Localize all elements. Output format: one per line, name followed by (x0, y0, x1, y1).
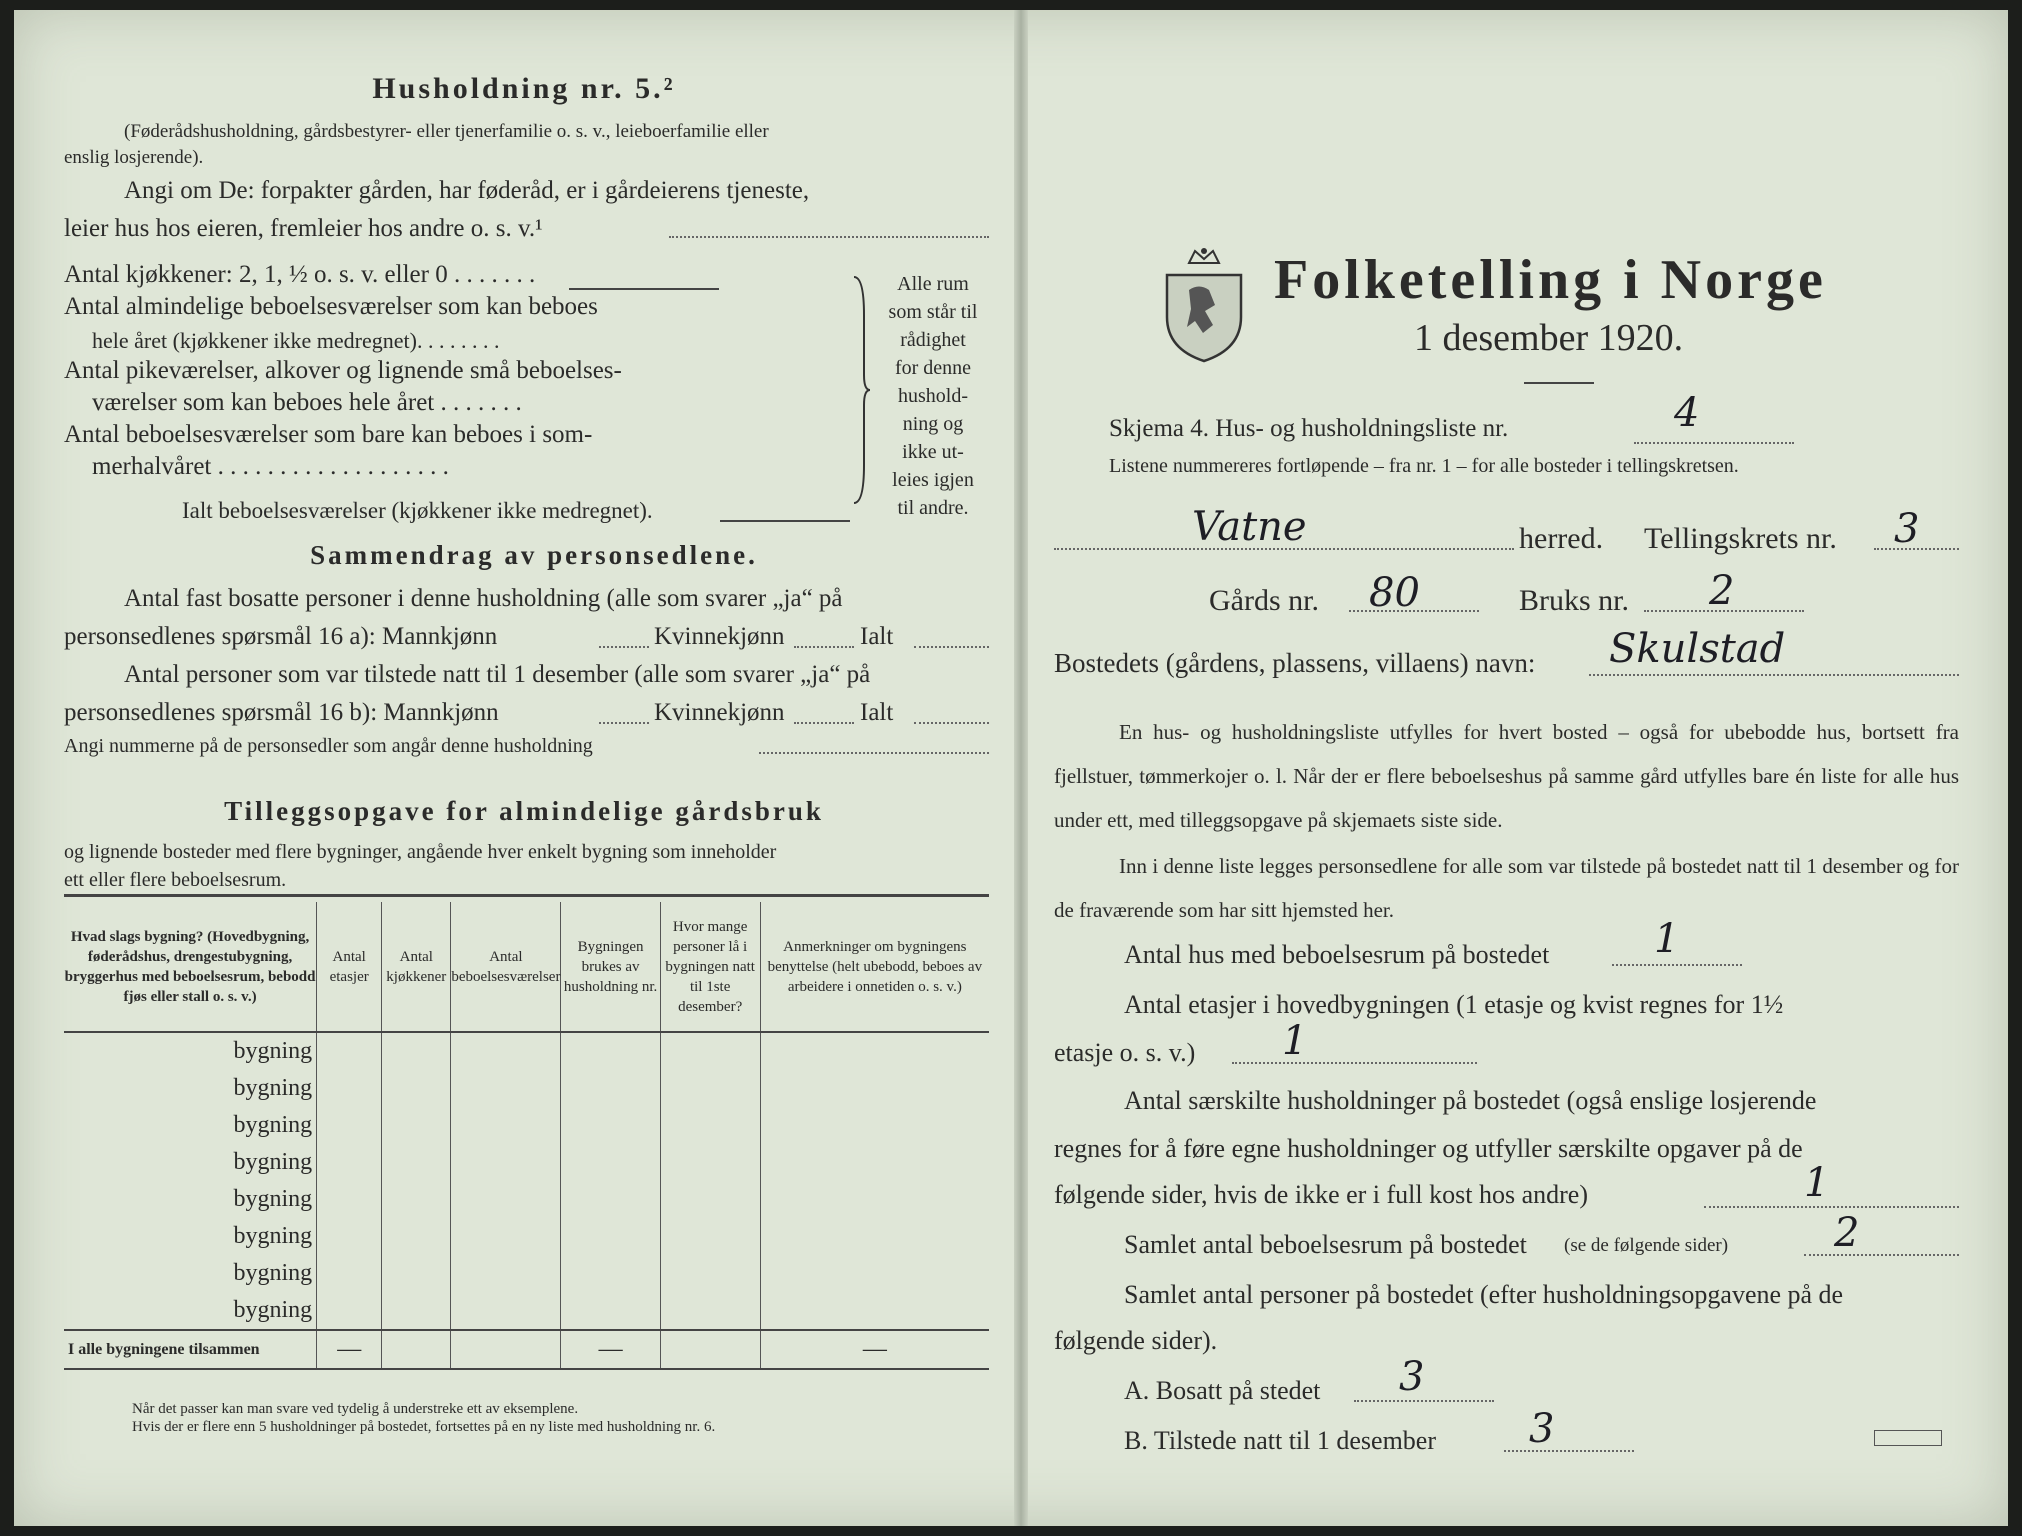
gards-line (1349, 610, 1479, 612)
row-label: bygning (64, 1032, 317, 1070)
footnote-1: Når det passer kan man svare ved tydelig å understreke ett av eksemplene. (132, 1401, 579, 1417)
kitchens-label: Antal kjøkkener: 2, 1, ½ o. s. v. eller 0 . . . . . . . (64, 261, 536, 288)
summary-p2b: personsedlenes spørsmål 16 b): Mannkjønn (64, 699, 499, 726)
row-label: bygning (64, 1107, 317, 1144)
q-etasjer-b: etasje o. s. v.) (1054, 1038, 1196, 1067)
bruks-value: 2 (1709, 568, 1735, 614)
summary-p1a: Antal fast bosatte personer i denne husholdning (alle som svarer „ja“ på (124, 585, 843, 612)
summary-p1-male-line (599, 646, 649, 648)
table-row (64, 1218, 989, 1255)
bracket-note-line: ikke ut- (902, 441, 964, 463)
b-tilstede-label: B. Tilstede natt til 1 desember (1124, 1426, 1436, 1455)
census-date: 1 desember 1920. (1414, 317, 1684, 359)
summary-p1-ialt: Ialt (860, 623, 894, 650)
header-rooms: Antal beboelsesværelser (451, 902, 561, 1032)
angi-line-1: Angi om De: forpakter gården, har føderåd, er i gårdeierens tjeneste, (124, 177, 810, 204)
q-hush-b: regnes for å føre egne husholdninger og utfyller særskilte opgaver på de (1054, 1134, 1803, 1163)
summary-p1b: personsedlenes spørsmål 16 a): Mannkjønn (64, 623, 498, 650)
summary-p1-total-line (914, 646, 989, 648)
rooms1-label-a: Antal almindelige beboelsesværelser som kan beboes (64, 293, 598, 320)
title-divider (1524, 382, 1594, 384)
angi-answer-line (669, 236, 989, 238)
bracket-note (874, 270, 992, 522)
household-subtitle-1: (Føderådshusholdning, gårdsbestyrer- eller tjenerfamilie o. s. v., leieboerfamilie eller (124, 121, 769, 142)
bracket-note-line: som står til (888, 301, 978, 323)
census-sheet (14, 10, 2008, 1526)
q-etasjer-a: Antal etasjer i hovedbygningen (1 etasje og kvist regnes for 1½ (1124, 990, 1784, 1019)
table-top-rule (64, 894, 989, 897)
summary-p2-ialt: Ialt (860, 699, 894, 726)
bracket-note-line: leies igjen (892, 469, 974, 491)
bracket-icon (850, 275, 870, 505)
a-bosatt-value: 3 (1399, 1354, 1425, 1400)
footnote-2: Hvis der er flere enn 5 husholdninger på bostedet, fortsettes på en ny liste med husholdning nr. 6. (132, 1419, 716, 1435)
extra-p2: ett eller flere beboelsesrum. (64, 869, 287, 891)
total-label: I alle bygningene tilsammen (64, 1330, 317, 1369)
total-rooms-line (720, 520, 850, 522)
herred-label: herred. (1519, 522, 1604, 555)
herred-line (1054, 548, 1514, 550)
q-hush-c: følgende sider, hvis de ikke er i full kost hos andre) (1054, 1180, 1588, 1209)
table-row (64, 1032, 989, 1070)
rooms1-label-b: hele året (kjøkkener ikke medregnet). . . . . . . . (92, 328, 500, 353)
coat-of-arms-icon (1159, 245, 1249, 365)
numbering-note: Listene nummereres fortløpende – fra nr. 1 – for alle bosteder i tellingskretsen. (1109, 455, 1739, 477)
q-etasjer-line (1232, 1062, 1477, 1064)
tellingskrets-value: 3 (1894, 506, 1920, 552)
tellingskrets-label: Tellingskrets nr. (1644, 522, 1837, 555)
page-fold (1014, 10, 1028, 1526)
q-hush-line (1704, 1206, 1959, 1208)
bruks-label: Bruks nr. (1519, 584, 1630, 617)
row-label: bygning (64, 1070, 317, 1107)
table-row (64, 1070, 989, 1107)
household-subtitle-2: enslig losjerende). (64, 147, 204, 168)
q-pers-a: Samlet antal personer på bostedet (efter husholdningsopgavene på de (1124, 1280, 1844, 1309)
bracket-note-line: rådighet (900, 329, 966, 351)
bracket-note-line: ning og (902, 413, 964, 435)
total-dash: — (317, 1330, 382, 1369)
summary-p1-female-line (794, 646, 854, 648)
b-tilstede-value: 3 (1529, 1406, 1555, 1452)
a-bosatt-line (1354, 1400, 1494, 1402)
gards-label: Gårds nr. (1209, 584, 1319, 617)
bruks-line (1644, 610, 1804, 612)
schema-value: 4 (1674, 390, 1700, 436)
q-rum-line (1804, 1254, 1959, 1256)
q-hus-value: 1 (1654, 916, 1680, 962)
summary-p1-kvinne: Kvinnekjønn (654, 623, 785, 650)
q-rum-note: (se de følgende sider) (1564, 1235, 1729, 1256)
q-etasjer-value: 1 (1282, 1018, 1308, 1064)
table-row (64, 1144, 989, 1181)
table-row (64, 1255, 989, 1292)
bracket-note-line: Alle rum (897, 273, 969, 295)
rooms3-label-a: Antal beboelsesværelser som bare kan beboes i som- (64, 421, 593, 448)
main-title: Folketelling i Norge (1274, 249, 1827, 311)
schema-line (1634, 442, 1794, 444)
table-total-row (64, 1330, 989, 1369)
q-rum-value: 2 (1834, 1210, 1860, 1256)
row-label: bygning (64, 1292, 317, 1330)
table-row (64, 1292, 989, 1330)
summary-title: Sammendrag av personsedlene. (310, 540, 758, 570)
total-dash: — (760, 1330, 989, 1369)
extra-p1: og lignende bosteder med flere bygninger, angående hver enkelt bygning som inneholder (64, 841, 777, 863)
angi-numbers: Angi nummerne på de personsedler som angår denne husholdning (64, 735, 593, 757)
q-pers-b: følgende sider). (1054, 1326, 1218, 1355)
summary-p2-male-line (599, 722, 649, 724)
row-label: bygning (64, 1218, 317, 1255)
instructions-para-2: Inn i denne liste legges personsedlene for alle som var tilstede på bostedet natt til 1 desember og for de fraværende som har sitt hjemsted her. (1054, 854, 1959, 922)
row-label: bygning (64, 1144, 317, 1181)
summary-p2-total-line (914, 722, 989, 724)
row-label: bygning (64, 1181, 317, 1218)
q-hush-value: 1 (1804, 1160, 1830, 1206)
header-household: Bygningen brukes av husholdning nr. (561, 902, 660, 1032)
tellingskrets-line (1874, 548, 1959, 550)
header-building-type: Hvad slags bygning? (Hovedbygning, føderådshus, drengestubygning, bryggerhus med beboelsesrum, bebodd fjøs eller stall o. s. v.) (64, 902, 317, 1032)
bracket-note-line: for denne (894, 357, 972, 379)
bosted-value: Skulstad (1609, 626, 1786, 672)
rooms3-label-b: merhalvåret . . . . . . . . . . . . . . . . . . . (92, 453, 449, 480)
q-rum-label: Samlet antal beboelsesrum på bostedet (1124, 1230, 1527, 1259)
q-hush-a: Antal særskilte husholdninger på bostedet (også enslige losjerende (1124, 1086, 1817, 1115)
header-floors: Antal etasjer (317, 902, 382, 1032)
instructions-para-1: En hus- og husholdningsliste utfylles for hvert bosted – også for ubebodde hus, bortsett fra fjellstuer, tømmerkojer o. l. Når der er flere beboelseshus på samme gård utfylles bare én liste for alle hus under ett, med tilleggsopgave på skjemaets siste side. (1054, 720, 1959, 832)
summary-p2-kvinne: Kvinnekjønn (654, 699, 785, 726)
schema-label: Skjema 4. Hus- og husholdningsliste nr. (1109, 415, 1509, 442)
total-rooms-label: Ialt beboelsesværelser (kjøkkener ikke medregnet). (182, 498, 653, 523)
bracket-note-line: hushold- (898, 385, 968, 407)
summary-p2-female-line (794, 722, 854, 724)
header-persons: Hvor mange personer lå i bygningen natt til 1ste desember? (660, 902, 760, 1032)
building-table (64, 902, 989, 1370)
household-title: Husholdning nr. 5.² (372, 72, 676, 105)
b-tilstede-line (1504, 1450, 1634, 1452)
header-remarks: Anmerkninger om bygningens benyttelse (helt ubebodd, beboes av arbeidere i onnetiden o. s. v.) (760, 902, 989, 1032)
summary-p2a: Antal personer som var tilstede natt til 1 desember (alle som svarer „ja“ på (124, 661, 871, 688)
a-bosatt-label: A. Bosatt på stedet (1124, 1376, 1321, 1405)
q-hus-label: Antal hus med beboelsesrum på bostedet (1124, 940, 1550, 969)
q-hus-line (1612, 964, 1742, 966)
angi-line-2: leier hus hos eieren, fremleier hos andre o. s. v.¹ (64, 215, 543, 242)
printer-stamp (1874, 1430, 1942, 1446)
bracket-note-line: til andre. (897, 497, 969, 519)
table-row (64, 1107, 989, 1144)
rooms2-label-a: Antal pikeværelser, alkover og lignende små beboelses- (64, 357, 622, 384)
herred-value: Vatne (1192, 504, 1307, 550)
gards-value: 80 (1369, 570, 1420, 616)
header-kitchens: Antal kjøkkener (382, 902, 451, 1032)
row-label: bygning (64, 1255, 317, 1292)
angi-numbers-line (759, 752, 989, 754)
total-dash: — (561, 1330, 660, 1369)
bosted-label: Bostedets (gårdens, plassens, villaens) navn: (1054, 648, 1536, 678)
bosted-line (1589, 674, 1959, 676)
extra-title: Tilleggsopgave for almindelige gårdsbruk (224, 796, 824, 826)
rooms2-label-b: værelser som kan beboes hele året . . . . . . . (92, 389, 522, 416)
table-row (64, 1181, 989, 1218)
